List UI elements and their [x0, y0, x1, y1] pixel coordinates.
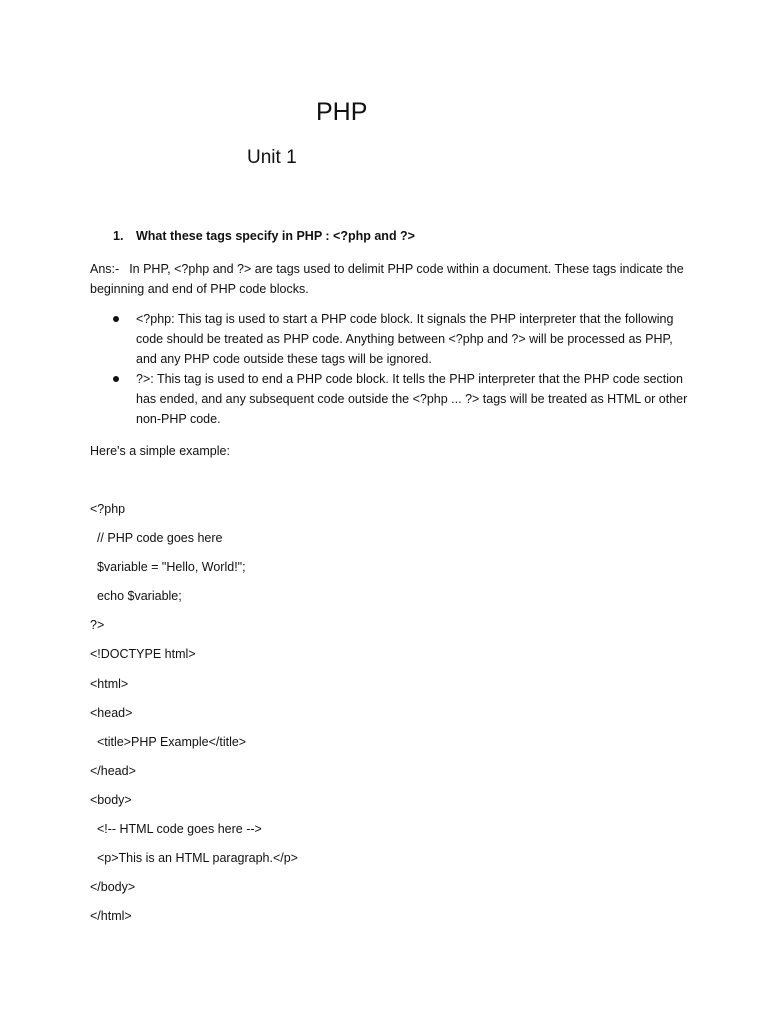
code-line: ?>	[90, 618, 105, 633]
bullet-text: ?>: This tag is used to end a PHP code block. It tells the PHP interpreter that the PHP code section has ended, and any subsequent code outside the <?php ... ?> tags will be treated as HTML or other non-PHP code.	[136, 372, 688, 426]
document-title: PHP	[316, 98, 368, 126]
document-subtitle: Unit 1	[247, 147, 297, 168]
code-example	[90, 500, 298, 936]
code-line: </body>	[90, 880, 136, 895]
question-text: What these tags specify in PHP : <?php and ?>	[136, 229, 415, 243]
code-line: <html>	[90, 676, 129, 691]
bullet-text: <?php: This tag is used to start a PHP code block. It signals the PHP interpreter that the following code should be treated as PHP code. Anything between <?php and ?> will be processed as PHP, and any PHP code outside these tags will be ignored.	[136, 312, 674, 366]
code-line: <head>	[90, 705, 133, 720]
code-line: </head>	[90, 763, 136, 778]
question-number: 1.	[113, 229, 124, 243]
code-line: <title>PHP Example</title>	[90, 734, 247, 749]
answer-paragraph	[90, 260, 690, 299]
code-line: <?php	[90, 502, 126, 516]
bullet-dot-icon	[113, 376, 119, 382]
answer-text: In PHP, <?php and ?> are tags used to delimit PHP code within a document. These tags indicate the beginning and end of PHP code blocks.	[90, 262, 684, 296]
bullet-item-close-tag	[113, 369, 693, 429]
code-line: $variable = "Hello, World!";	[90, 560, 246, 575]
code-line: <body>	[90, 792, 132, 807]
bullet-dot-icon	[113, 316, 119, 322]
answer-label: Ans:-	[90, 262, 120, 276]
question-heading	[113, 227, 415, 245]
code-line: // PHP code goes here	[90, 531, 223, 546]
code-line: <!-- HTML code goes here -->	[90, 822, 262, 837]
code-line: <p>This is an HTML paragraph.</p>	[90, 851, 298, 866]
tag-bullet-list	[113, 309, 693, 429]
code-line: <!DOCTYPE html>	[90, 647, 196, 662]
example-intro: Here's a simple example:	[90, 444, 230, 458]
code-line: </html>	[90, 909, 132, 924]
code-line: echo $variable;	[90, 589, 182, 604]
bullet-item-open-tag	[113, 309, 693, 369]
